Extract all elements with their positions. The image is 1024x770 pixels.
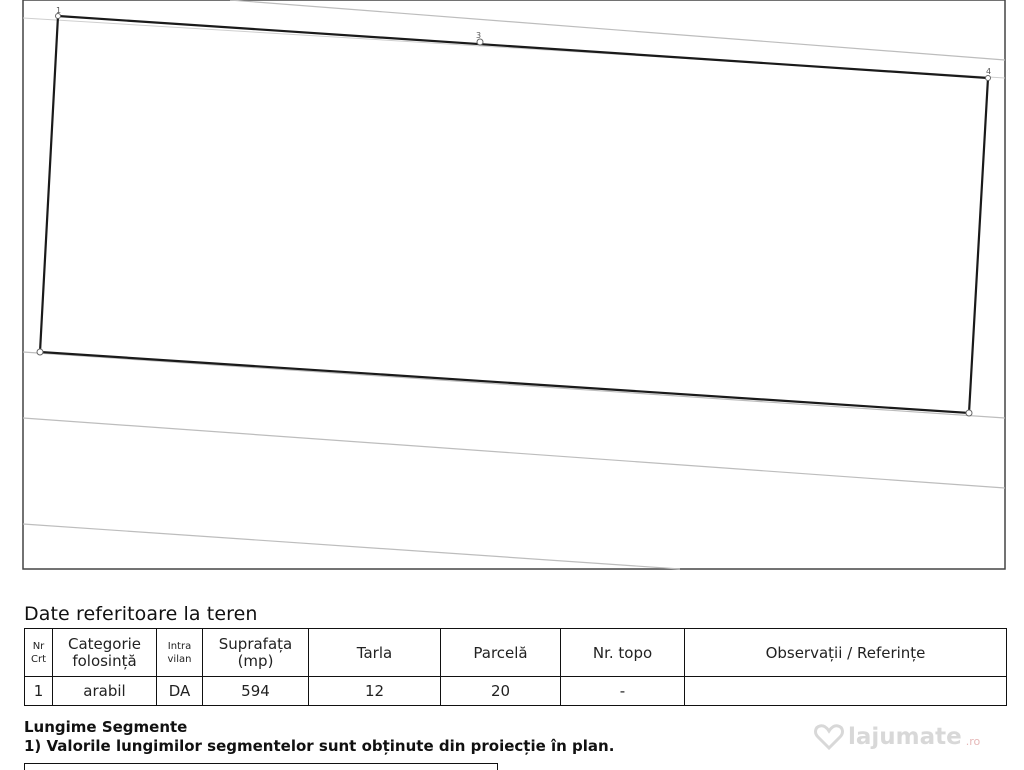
header-suprafata: Suprafața (mp) [203, 629, 309, 677]
vertex-marker [986, 76, 991, 81]
heart-outline-icon [814, 724, 844, 750]
watermark-suffix: .ro [965, 734, 981, 748]
parcel-polygon [40, 16, 988, 413]
vertex-marker [37, 349, 43, 355]
header-categorie: Categorie folosință [53, 629, 157, 677]
cell-nr-topo: - [561, 677, 685, 706]
header-intravilan: Intra vilan [157, 629, 203, 677]
cell-nr-crt: 1 [25, 677, 53, 706]
segments-note: 1) Valorile lungimilor segmentelor sunt obținute din proiecție în plan. [24, 737, 615, 755]
table-header-row [25, 629, 1007, 677]
land-data-table [24, 628, 1007, 706]
cell-tarla: 12 [309, 677, 441, 706]
header-nr-topo: Nr. topo [561, 629, 685, 677]
header-parcela: Parcelă [441, 629, 561, 677]
plan-frame [23, 0, 1005, 569]
neighbor-line-4 [23, 418, 1005, 488]
segments-title: Lungime Segmente [24, 718, 188, 736]
watermark-text: lajumate [848, 724, 962, 750]
neighbor-line-3 [23, 352, 1005, 418]
neighbor-line-1 [230, 0, 1005, 60]
vertex-label-1: 1 [56, 6, 62, 15]
cell-suprafata: 594 [203, 677, 309, 706]
vertex-marker [966, 410, 972, 416]
cell-parcela: 20 [441, 677, 561, 706]
land-data-title: Date referitoare la teren [24, 603, 258, 625]
table-row [25, 677, 1007, 706]
header-nr-crt: Nr Crt [25, 629, 53, 677]
segments-table-top-edge [24, 763, 498, 770]
cell-categorie: arabil [53, 677, 157, 706]
cell-observatii [685, 677, 1007, 706]
vertex-label-4: 4 [986, 67, 992, 76]
cell-intravilan: DA [157, 677, 203, 706]
vertex-label-3: 3 [476, 31, 482, 40]
watermark [814, 724, 980, 750]
header-observatii: Observații / Referințe [685, 629, 1007, 677]
header-tarla: Tarla [309, 629, 441, 677]
neighbor-line-5 [23, 524, 680, 569]
